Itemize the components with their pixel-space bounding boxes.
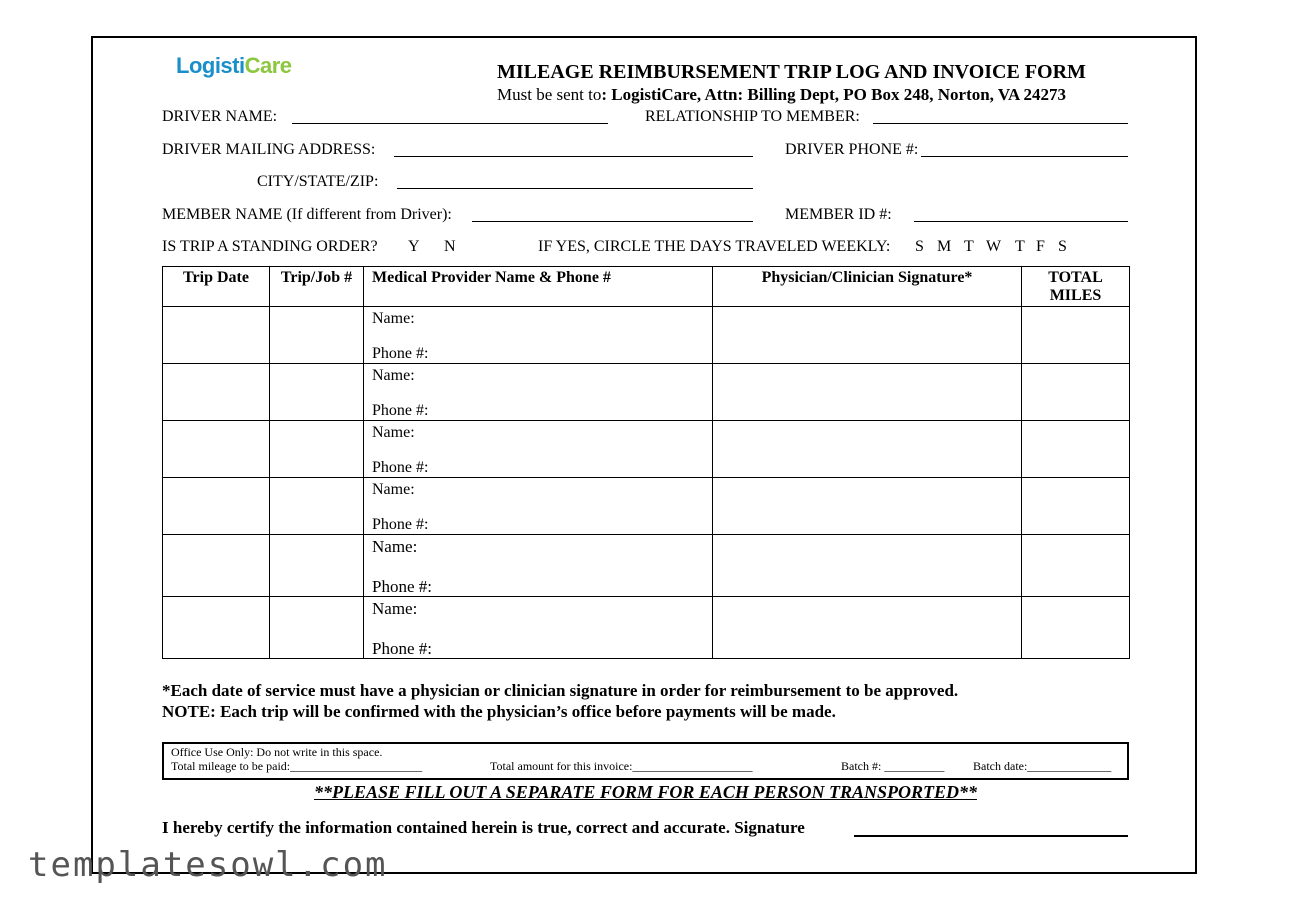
table-header-row: [163, 267, 1130, 307]
miles-cell[interactable]: [1022, 364, 1130, 421]
driver-name-line[interactable]: [292, 123, 608, 124]
watermark: templatesowl.com: [28, 845, 388, 885]
circle-days-label: IF YES, CIRCLE THE DAYS TRAVELED WEEKLY:: [538, 238, 891, 255]
relationship-label: RELATIONSHIP TO MEMBER:: [645, 108, 860, 125]
logisticare-logo: LogistiCare: [176, 53, 292, 78]
standing-order-yes[interactable]: Y: [408, 238, 420, 255]
trip-job-cell[interactable]: [270, 307, 364, 364]
relationship-line[interactable]: [873, 123, 1128, 124]
table-row: [163, 421, 1130, 478]
trip-date-cell[interactable]: [163, 364, 270, 421]
standing-order-label: IS TRIP A STANDING ORDER?: [162, 238, 378, 255]
form-subtitle: Must be sent to: LogistiCare, Attn: Billing Dept, PO Box 248, Norton, VA 24273: [497, 85, 1067, 104]
member-name-line[interactable]: [472, 221, 753, 222]
driver-address-line[interactable]: [394, 156, 753, 157]
signature-cell[interactable]: [713, 478, 1022, 535]
provider-cell[interactable]: Name: Phone #:: [364, 597, 713, 659]
office-use-box: [162, 742, 1129, 780]
miles-cell[interactable]: [1022, 535, 1130, 597]
signature-cell[interactable]: [713, 535, 1022, 597]
header-medical-provider: Medical Provider Name & Phone #: [364, 267, 713, 307]
separate-form-notice: **PLEASE FILL OUT A SEPARATE FORM FOR EACH PERSON TRANSPORTED**: [314, 782, 977, 802]
batch-date-field: Batch date:______________: [973, 759, 1112, 773]
confirmation-note: NOTE: Each trip will be confirmed with the physician’s office before payments will be made.: [162, 702, 836, 721]
trip-job-cell[interactable]: [270, 421, 364, 478]
total-mileage-field: Total mileage to be paid:______________________: [171, 759, 423, 773]
provider-cell[interactable]: Name: Phone #:: [364, 421, 713, 478]
trip-date-cell[interactable]: [163, 597, 270, 659]
provider-cell[interactable]: Name: Phone #:: [364, 478, 713, 535]
trip-log-table: [162, 266, 1130, 659]
header-total-miles: TOTAL MILES: [1022, 267, 1130, 307]
header-signature: Physician/Clinician Signature*: [713, 267, 1022, 307]
trip-job-cell[interactable]: [270, 597, 364, 659]
signature-cell[interactable]: [713, 597, 1022, 659]
member-id-label: MEMBER ID #:: [785, 206, 892, 223]
member-name-label: MEMBER NAME (If different from Driver):: [162, 206, 452, 223]
driver-phone-line[interactable]: [921, 156, 1128, 157]
miles-cell[interactable]: [1022, 421, 1130, 478]
provider-cell[interactable]: Name: Phone #:: [364, 535, 713, 597]
trip-date-cell[interactable]: [163, 307, 270, 364]
office-use-heading: Office Use Only: Do not write in this space.: [171, 745, 383, 759]
header-trip-date: Trip Date: [163, 267, 270, 307]
city-state-zip-line[interactable]: [397, 188, 753, 189]
header-trip-job: Trip/Job #: [270, 267, 364, 307]
day-wednesday[interactable]: W: [986, 238, 1002, 255]
standing-order-no[interactable]: N: [444, 238, 456, 255]
table-row: [163, 478, 1130, 535]
driver-address-label: DRIVER MAILING ADDRESS:: [162, 141, 376, 158]
miles-cell[interactable]: [1022, 478, 1130, 535]
miles-cell[interactable]: [1022, 307, 1130, 364]
total-amount-field: Total amount for this invoice:____________________: [490, 759, 753, 773]
trip-date-cell[interactable]: [163, 421, 270, 478]
trip-date-cell[interactable]: [163, 478, 270, 535]
day-monday[interactable]: M: [937, 238, 952, 255]
provider-cell[interactable]: Name: Phone #:: [364, 364, 713, 421]
city-state-zip-label: CITY/STATE/ZIP:: [257, 173, 379, 190]
trip-date-cell[interactable]: [163, 535, 270, 597]
signature-cell[interactable]: [713, 307, 1022, 364]
table-row: [163, 364, 1130, 421]
member-id-line[interactable]: [914, 221, 1128, 222]
day-saturday[interactable]: S: [1058, 238, 1067, 255]
provider-cell[interactable]: Name: Phone #:: [364, 307, 713, 364]
driver-phone-label: DRIVER PHONE #:: [785, 141, 919, 158]
signature-cell[interactable]: [713, 421, 1022, 478]
signature-requirement-note: *Each date of service must have a physician or clinician signature in order for reimbursement to be approved.: [162, 681, 959, 700]
day-friday[interactable]: F: [1036, 238, 1045, 255]
table-row: [163, 307, 1130, 364]
day-sunday[interactable]: S: [915, 238, 924, 255]
signature-line[interactable]: [854, 835, 1128, 837]
batch-number-field: Batch #: __________: [841, 759, 945, 773]
day-thursday[interactable]: T: [1015, 238, 1025, 255]
trip-job-cell[interactable]: [270, 478, 364, 535]
trip-job-cell[interactable]: [270, 535, 364, 597]
form-title: MILEAGE REIMBURSEMENT TRIP LOG AND INVOICE FORM: [497, 61, 1086, 83]
trip-job-cell[interactable]: [270, 364, 364, 421]
table-row: [163, 597, 1130, 659]
signature-cell[interactable]: [713, 364, 1022, 421]
miles-cell[interactable]: [1022, 597, 1130, 659]
certification-statement: I hereby certify the information contained herein is true, correct and accurate. Signature: [162, 818, 805, 837]
driver-name-label: DRIVER NAME:: [162, 108, 278, 125]
table-row: [163, 535, 1130, 597]
day-tuesday[interactable]: T: [964, 238, 974, 255]
